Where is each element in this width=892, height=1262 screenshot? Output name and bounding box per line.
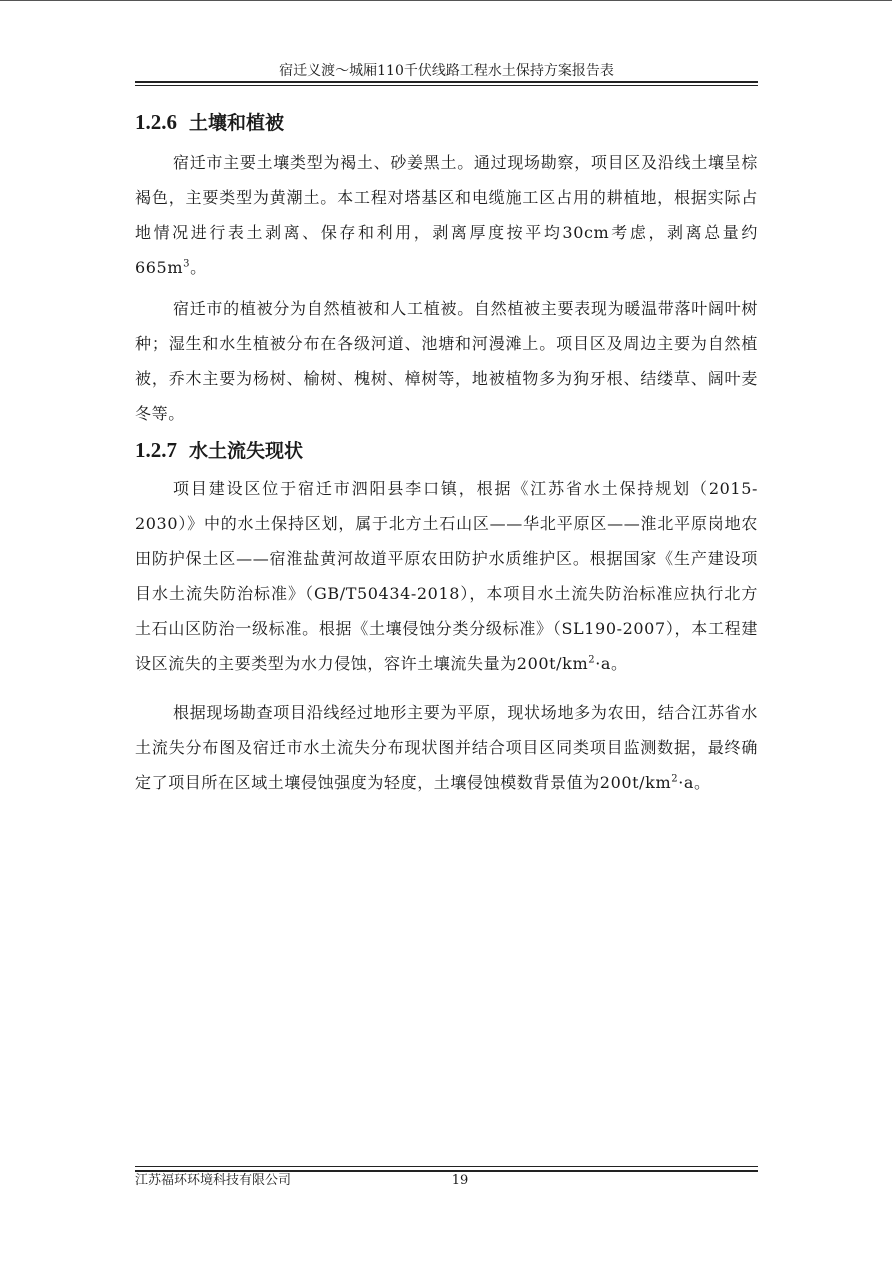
section-title: 土壤和植被	[189, 112, 285, 134]
header-rule	[135, 81, 758, 83]
paragraph-tail: 。	[190, 258, 207, 277]
superscript: 2	[588, 654, 596, 666]
paragraph-text: 宿迁市的植被分为自然植被和人工植被。自然植被主要表现为暖温带落叶阔叶树种；湿生和水生植被分布在各级河道、池塘和河漫滩上。项目区及周边主要为自然植被，乔木主要为杨树、榆树、槐树、樟树等，地被植物多为狗牙根、结缕草、阔叶麦冬等。	[135, 299, 758, 423]
paragraph-text: 宿迁市主要土壤类型为褐土、砂姜黑土。通过现场勘察，项目区及沿线土壤呈棕褐色，主要类型为黄潮土。本工程对塔基区和电缆施工区占用的耕植地，根据实际占地情况进行表土剥离、保存和利用，剥离厚度按平均30cm考虑，剥离总量约665m	[135, 153, 758, 277]
paragraph-text: 项目建设区位于宿迁市泗阳县李口镇，根据《江苏省水土保持规划（2015-2030）》中的水土保持区划，属于北方土石山区——华北平原区——淮北平原岗地农田防护保土区——宿淮盐黄河故道平原农田防护水质维护区。根据国家《生产建设项目水土流失防治标准》（GB/T50434-2018），本项目水土流失防治标准应执行北方土石山区防治一级标准。根据《土壤侵蚀分类分级标准》（SL190-2007），本工程建设区流失的主要类型为水力侵蚀，容许土壤流失量为200t/km	[135, 479, 758, 673]
section-heading-1-2-7	[135, 433, 758, 471]
paragraph-soil	[135, 145, 758, 285]
superscript: 3	[183, 258, 191, 270]
page-header-title: 宿迁义渡～城厢110千伏线路工程水土保持方案报告表	[279, 63, 614, 79]
page-body	[135, 105, 758, 800]
section-number: 1.2.6	[135, 110, 177, 134]
paragraph-erosion-intensity	[135, 695, 758, 800]
superscript: 2	[671, 773, 679, 785]
section-heading-1-2-6	[135, 105, 758, 143]
section-title: 水土流失现状	[189, 440, 304, 462]
paragraph-tail: ·a。	[678, 773, 711, 792]
paragraph-vegetation	[135, 291, 758, 431]
page-top-border	[0, 0, 892, 1]
paragraph-tail: ·a。	[595, 654, 628, 673]
header-rule-thin	[135, 85, 758, 86]
section-number: 1.2.7	[135, 438, 177, 462]
page-number: 19	[451, 1173, 469, 1188]
paragraph-text: 根据现场勘查项目沿线经过地形主要为平原，现状场地多为农田，结合江苏省水土流失分布图及宿迁市水土流失分布现状图并结合项目区同类项目监测数据，最终确定了项目所在区域土壤侵蚀强度为轻度，土壤侵蚀模数背景值为200t/km	[135, 703, 758, 792]
footer-rule-thin	[135, 1166, 758, 1167]
footer-company-name: 江苏福环环境科技有限公司	[135, 1173, 292, 1188]
paragraph-erosion-zoning	[135, 471, 758, 681]
